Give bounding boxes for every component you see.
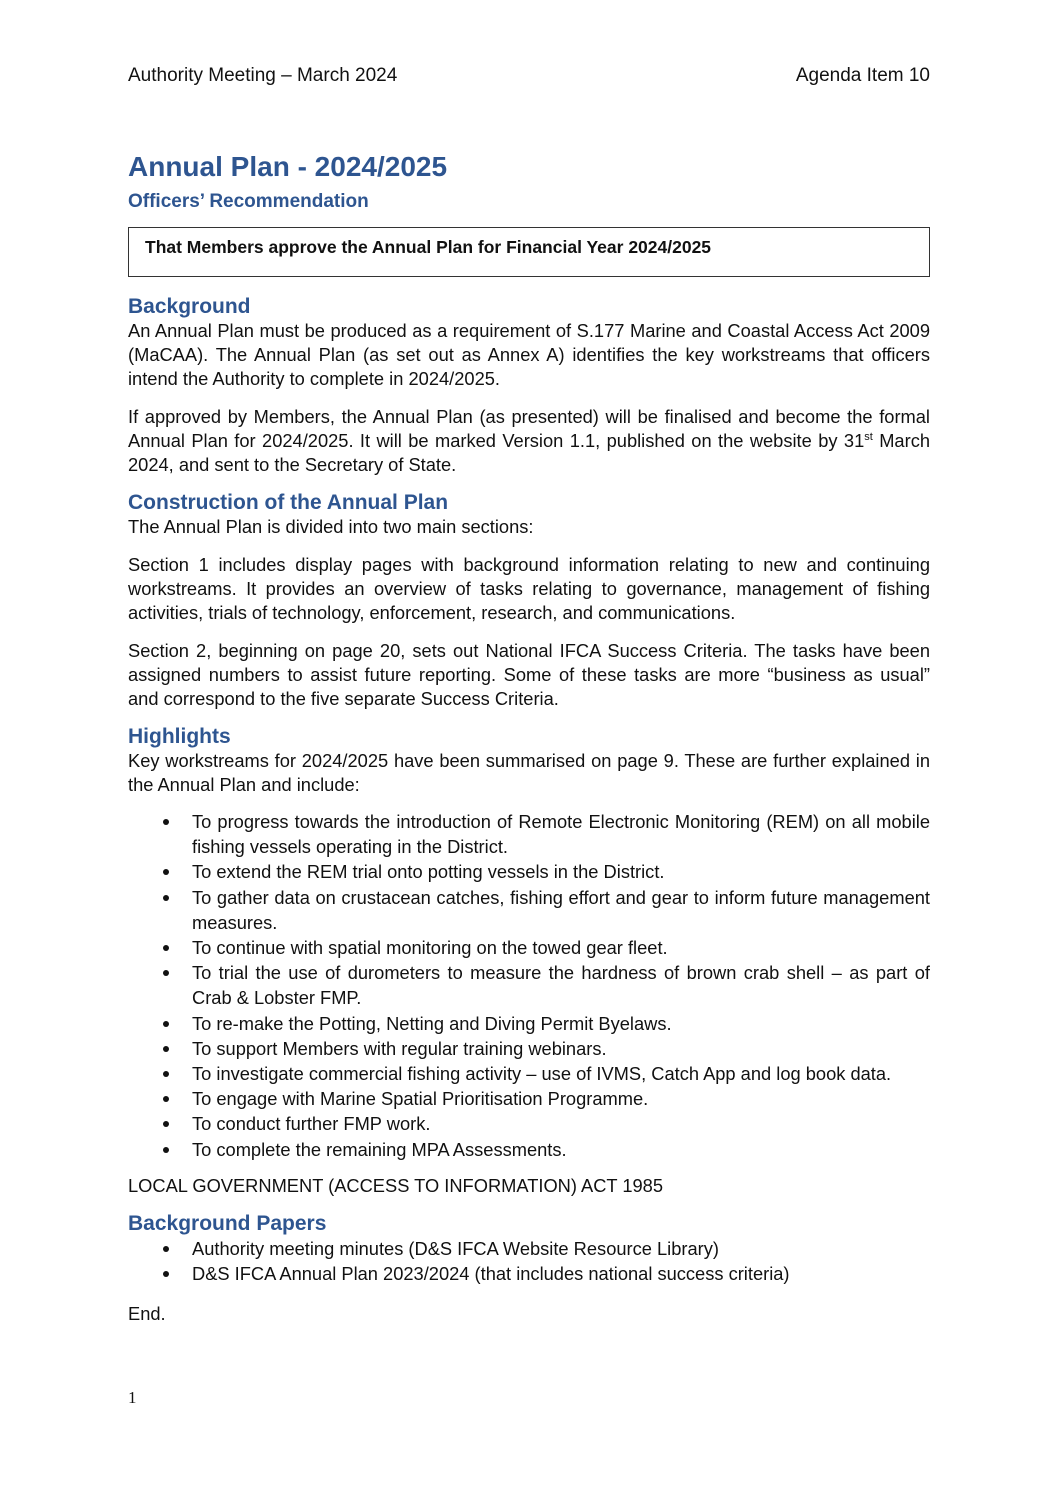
recommendation-heading: Officers’ Recommendation [128,191,369,212]
bullet-icon [163,1096,169,1102]
bullet-icon [163,1071,169,1077]
papers-list [128,1236,930,1286]
background-paragraph-1: An Annual Plan must be produced as a requirement of S.177 Marine and Coastal Access Act 2009 (MaCAA). The Annual Plan (as set out as Annex A) identifies the key workstreams that officers intend the Authority to complete in 2024/2025. [128,320,930,389]
end-marker: End. [128,1303,166,1325]
act-reference: LOCAL GOVERNMENT (ACCESS TO INFORMATION) ACT 1985 [128,1174,664,1196]
bullet-icon [163,895,169,901]
list-item: To support Members with regular training webinars. [128,1036,930,1061]
recommendation-box: That Members approve the Annual Plan for Financial Year 2024/2025 [128,227,930,277]
header-meeting: Authority Meeting – March 2024 [128,65,398,86]
list-item: To investigate commercial fishing activity – use of IVMS, Catch App and log book data. [128,1061,930,1086]
list-item: D&S IFCA Annual Plan 2023/2024 (that includes national success criteria) [128,1261,930,1286]
background-heading: Background [128,295,251,318]
ordinal-suffix: st [864,430,873,443]
construction-paragraph-2: Section 1 includes display pages with background information relating to new and continuing workstreams. It provides an overview of tasks relating to governance, management of fishing activities, trials of technology, enforcement, research, and communications. [128,554,930,623]
list-item: To gather data on crustacean catches, fishing effort and gear to inform future management measures. [128,885,930,935]
list-item: To continue with spatial monitoring on the towed gear fleet. [128,935,930,960]
list-item: To engage with Marine Spatial Prioritisation Programme. [128,1086,930,1111]
bullet-icon [163,1271,169,1277]
construction-paragraph-3: Section 2, beginning on page 20, sets out National IFCA Success Criteria. The tasks have been assigned numbers to assist future reporting. Some of these tasks are more “business as usual” and correspond to the five separate Success Criteria. [128,640,930,709]
list-item: To re-make the Potting, Netting and Diving Permit Byelaws. [128,1011,930,1036]
list-item: To complete the remaining MPA Assessments. [128,1137,930,1162]
page-number: 1 [128,1388,137,1407]
document-body [128,150,930,1326]
list-item: Authority meeting minutes (D&S IFCA Website Resource Library) [128,1236,930,1261]
papers-heading: Background Papers [128,1211,327,1235]
header-agenda-item: Agenda Item 10 [795,65,930,86]
bullet-icon [163,1046,169,1052]
bullet-icon [163,869,169,875]
bullet-icon [163,1021,169,1027]
page-title: Annual Plan - 2024/2025 [128,151,448,182]
background-paragraph-2-text: If approved by Members, the Annual Plan (as presented) will be finalised and become the formal Annual Plan for 2024/2025. It will be marked Version 1.1, published on the website by 31 [128,406,930,451]
bullet-icon [163,945,169,951]
construction-heading: Construction of the Annual Plan [128,491,449,514]
bullet-icon [163,819,169,825]
bullet-icon [163,1121,169,1127]
construction-paragraph-1: The Annual Plan is divided into two main sections: [128,516,534,537]
background-paragraph-2 [128,405,930,477]
list-item: To progress towards the introduction of Remote Electronic Monitoring (REM) on all mobile fishing vessels operating in the District. [128,809,930,859]
list-item: To conduct further FMP work. [128,1111,930,1136]
list-item: To extend the REM trial onto potting vessels in the District. [128,859,930,884]
highlights-intro: Key workstreams for 2024/2025 have been summarised on page 9. These are further explained in the Annual Plan and include: [128,750,930,795]
list-item: To trial the use of durometers to measure the hardness of brown crab shell – as part of Crab & Lobster FMP. [128,960,930,1010]
highlights-heading: Highlights [128,725,231,748]
bullet-icon [163,1246,169,1252]
highlights-list [128,809,930,1162]
bullet-icon [163,970,169,976]
bullet-icon [163,1147,169,1153]
background-paragraph-2-tail: March 2024, and sent to the Secretary of State. [128,430,931,475]
